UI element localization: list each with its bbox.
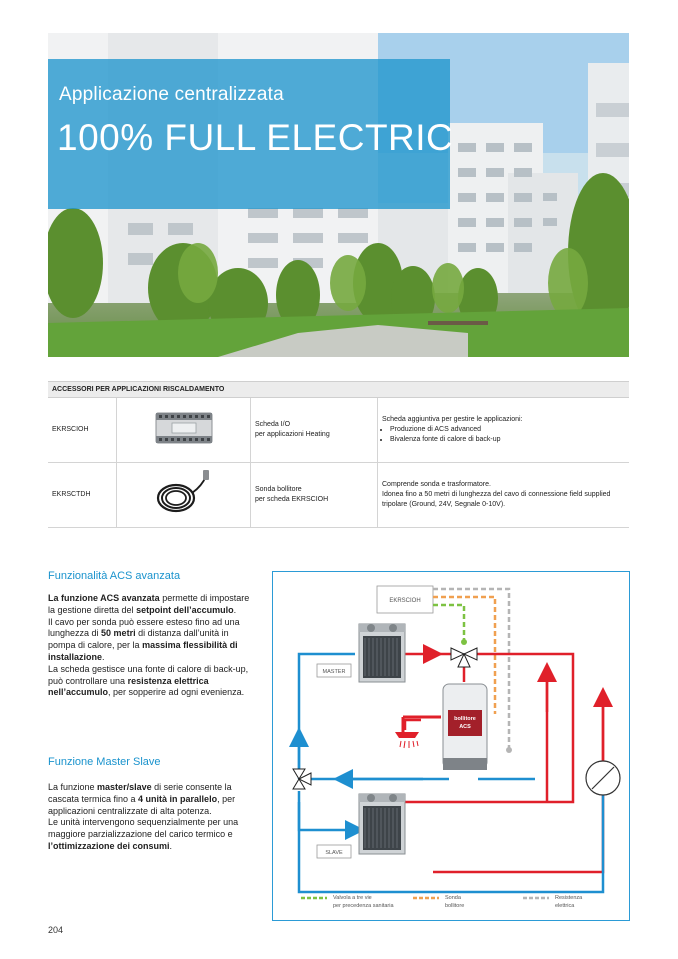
board-label: EKRSCIOH: [389, 598, 421, 604]
legend-label-heater-2: elettrica: [555, 903, 575, 909]
legend-label-probe: Sonda: [445, 895, 461, 901]
product-image: [117, 463, 251, 528]
master-label: MASTER: [322, 669, 346, 675]
table-header: ACCESSORI PER APPLICAZIONI RISCALDAMENTO: [48, 382, 629, 398]
list-item: • Bivalenza fonte di calore di back-up: [390, 435, 625, 445]
tank-label-2: ACS: [459, 724, 471, 730]
hero-subtitle: Applicazione centralizzata: [59, 84, 284, 105]
hero-title: 100% FULL ELECTRIC: [57, 117, 454, 158]
system-diagram: [272, 571, 630, 921]
hero-image: [48, 33, 629, 357]
section-body-master-slave: [48, 782, 253, 853]
three-way-valve-icon: [451, 648, 477, 667]
section-title-acs: Funzionalità ACS avanzata: [48, 570, 181, 582]
list-item: • Produzione di ACS advanced: [390, 425, 625, 435]
three-way-valve-left-icon: [293, 769, 311, 789]
table-row: [48, 463, 629, 528]
paragraph: La funzione ACS avanzata permette di impostare la gestione diretta del setpoint dell’accumulo.: [48, 593, 250, 615]
io-board-icon: [154, 407, 214, 449]
heat-exchanger-icon: [586, 761, 620, 795]
product-description: Comprende sonda e trasformatore. Idonea fino a 50 metri di lunghezza del cavo di connessione field supplied tripolare (Ground, 24V, Segnale 0-10V).: [378, 463, 630, 528]
legend-label-valve-2: per precedenza sanitaria: [333, 903, 394, 909]
paragraph: La scheda gestisce una fonte di calore di back-up, può controllare una resistenza elettrica nell’accumulo, per sopperire ad ogni evenienza.: [48, 663, 249, 698]
paragraph: La funzione master/slave di serie consente la cascata termica fino a 4 unità in parallelo, per applicazioni centralizzate di alta potenza.: [48, 782, 236, 816]
product-description: Scheda aggiuntiva per gestire le applicazioni: • Produzione di ACS advanced • Bivalenza fonte di calore di back-up: [378, 398, 630, 463]
accessories-table: [48, 381, 629, 528]
section-body-acs: [48, 593, 253, 699]
section-title-master-slave: Funzione Master Slave: [48, 756, 161, 768]
hydraulic-schematic: [273, 572, 629, 920]
slave-heat-pump-icon: [359, 794, 405, 854]
paragraph: Il cavo per sonda può essere esteso fino ad una lunghezza di 50 metri di distanza dall’unità in pompa di calore, per la massima flessibilità di installazione.: [48, 616, 240, 662]
tank-label: bollitore: [454, 716, 476, 722]
table-row: [48, 398, 629, 463]
probe-cable-icon: [154, 468, 214, 518]
legend-label-valve: Valvola a tre vie: [333, 895, 372, 901]
product-name: Scheda I/O per applicazioni Heating: [251, 398, 378, 463]
legend-label-heater: Resistenza: [555, 895, 583, 901]
product-name: Sonda bollitore per scheda EKRSCIOH: [251, 463, 378, 528]
legend-label-probe-2: bollitore: [445, 903, 465, 909]
paragraph: Le unità intervengono sequenzialmente per una maggiore parzializzazione del carico termico e l’ottimizzazione dei consumi.: [48, 817, 239, 851]
master-heat-pump-icon: [359, 624, 405, 682]
feature-list: [382, 425, 625, 445]
product-code: EKRSCTDH: [48, 463, 117, 528]
slave-label: SLAVE: [325, 850, 343, 856]
product-code: EKRSCIOH: [48, 398, 117, 463]
shower-icon: [395, 717, 441, 748]
page-number: 204: [48, 925, 64, 935]
product-image: [117, 398, 251, 463]
